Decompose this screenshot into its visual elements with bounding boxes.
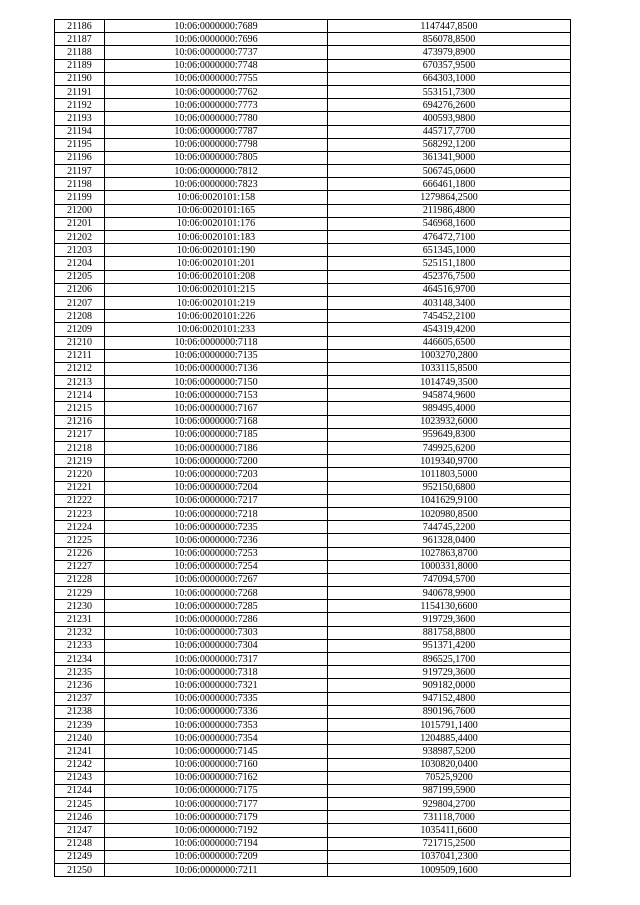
row-number-cell: 21225	[55, 534, 105, 547]
cadastral-number-cell: 10:06:0000000:7353	[105, 718, 328, 731]
table-row	[55, 46, 571, 59]
table-row	[55, 59, 571, 72]
table-row	[55, 547, 571, 560]
row-number-cell: 21221	[55, 481, 105, 494]
value-cell: 1027863,8700	[328, 547, 571, 560]
cadastral-number-cell: 10:06:0000000:7755	[105, 72, 328, 85]
row-number-cell: 21231	[55, 613, 105, 626]
value-cell: 959649,8300	[328, 428, 571, 441]
value-cell: 940678,9900	[328, 587, 571, 600]
value-cell: 211986,4800	[328, 204, 571, 217]
value-cell: 525151,1800	[328, 257, 571, 270]
table-row	[55, 349, 571, 362]
cadastral-number-cell: 10:06:0020101:158	[105, 191, 328, 204]
table-row	[55, 560, 571, 573]
table-row	[55, 507, 571, 520]
cadastral-number-cell: 10:06:0000000:7203	[105, 468, 328, 481]
table-row	[55, 758, 571, 771]
table-row	[55, 296, 571, 309]
cadastral-number-cell: 10:06:0000000:7253	[105, 547, 328, 560]
cadastral-number-cell: 10:06:0000000:7321	[105, 679, 328, 692]
table-row	[55, 112, 571, 125]
table-row	[55, 125, 571, 138]
value-cell: 919729,3600	[328, 666, 571, 679]
value-cell: 896525,1700	[328, 653, 571, 666]
table-row	[55, 653, 571, 666]
table-row	[55, 336, 571, 349]
table-row	[55, 837, 571, 850]
cadastral-number-cell: 10:06:0000000:7194	[105, 837, 328, 850]
cadastral-number-cell: 10:06:0020101:208	[105, 270, 328, 283]
table-row	[55, 811, 571, 824]
row-number-cell: 21198	[55, 178, 105, 191]
value-cell: 694276,2600	[328, 99, 571, 112]
cadastral-number-cell: 10:06:0000000:7798	[105, 138, 328, 151]
row-number-cell: 21241	[55, 745, 105, 758]
cadastral-number-cell: 10:06:0000000:7175	[105, 784, 328, 797]
cadastral-number-cell: 10:06:0000000:7267	[105, 573, 328, 586]
cadastral-number-cell: 10:06:0000000:7145	[105, 745, 328, 758]
cadastral-number-cell: 10:06:0000000:7136	[105, 362, 328, 375]
table-row	[55, 679, 571, 692]
row-number-cell: 21217	[55, 428, 105, 441]
row-number-cell: 21224	[55, 521, 105, 534]
cadastral-number-cell: 10:06:0000000:7162	[105, 771, 328, 784]
row-number-cell: 21246	[55, 811, 105, 824]
cadastral-number-cell: 10:06:0000000:7689	[105, 20, 328, 33]
value-cell: 1011803,5000	[328, 468, 571, 481]
row-number-cell: 21229	[55, 587, 105, 600]
value-cell: 1037041,2300	[328, 850, 571, 863]
row-number-cell: 21207	[55, 296, 105, 309]
table-row	[55, 573, 571, 586]
row-number-cell: 21213	[55, 376, 105, 389]
table-row	[55, 521, 571, 534]
table-row	[55, 33, 571, 46]
value-cell: 929804,2700	[328, 798, 571, 811]
row-number-cell: 21208	[55, 310, 105, 323]
table-row	[55, 310, 571, 323]
value-cell: 721715,2500	[328, 837, 571, 850]
value-cell: 938987,5200	[328, 745, 571, 758]
value-cell: 747094,5700	[328, 573, 571, 586]
cadastral-number-cell: 10:06:0000000:7805	[105, 151, 328, 164]
row-number-cell: 21232	[55, 626, 105, 639]
cadastral-number-cell: 10:06:0000000:7318	[105, 666, 328, 679]
cadastral-number-cell: 10:06:0000000:7209	[105, 850, 328, 863]
value-cell: 881758,8800	[328, 626, 571, 639]
cadastral-number-cell: 10:06:0000000:7135	[105, 349, 328, 362]
table-row	[55, 718, 571, 731]
table-row	[55, 204, 571, 217]
row-number-cell: 21248	[55, 837, 105, 850]
cadastral-number-cell: 10:06:0000000:7211	[105, 864, 328, 877]
value-cell: 745452,2100	[328, 310, 571, 323]
cadastral-number-cell: 10:06:0000000:7177	[105, 798, 328, 811]
row-number-cell: 21220	[55, 468, 105, 481]
cadastral-number-cell: 10:06:0000000:7748	[105, 59, 328, 72]
row-number-cell: 21204	[55, 257, 105, 270]
table-row	[55, 191, 571, 204]
value-cell: 651345,1000	[328, 244, 571, 257]
row-number-cell: 21234	[55, 653, 105, 666]
row-number-cell: 21201	[55, 217, 105, 230]
cadastral-number-cell: 10:06:0020101:215	[105, 283, 328, 296]
cadastral-number-cell: 10:06:0000000:7167	[105, 402, 328, 415]
value-cell: 1020980,8500	[328, 507, 571, 520]
table-row	[55, 824, 571, 837]
cadastral-number-cell: 10:06:0000000:7335	[105, 692, 328, 705]
table-row	[55, 732, 571, 745]
cadastral-number-cell: 10:06:0000000:7773	[105, 99, 328, 112]
cadastral-number-cell: 10:06:0000000:7317	[105, 653, 328, 666]
table-row	[55, 323, 571, 336]
cadastral-number-cell: 10:06:0000000:7787	[105, 125, 328, 138]
row-number-cell: 21193	[55, 112, 105, 125]
cadastral-number-cell: 10:06:0020101:190	[105, 244, 328, 257]
cadastral-number-cell: 10:06:0000000:7285	[105, 600, 328, 613]
table-row	[55, 481, 571, 494]
row-number-cell: 21245	[55, 798, 105, 811]
row-number-cell: 21216	[55, 415, 105, 428]
row-number-cell: 21192	[55, 99, 105, 112]
cadastral-number-cell: 10:06:0020101:219	[105, 296, 328, 309]
table-row	[55, 178, 571, 191]
table-row	[55, 151, 571, 164]
cadastral-number-cell: 10:06:0020101:183	[105, 231, 328, 244]
value-cell: 1023932,6000	[328, 415, 571, 428]
cadastral-number-cell: 10:06:0000000:7218	[105, 507, 328, 520]
row-number-cell: 21227	[55, 560, 105, 573]
value-cell: 1009509,1600	[328, 864, 571, 877]
cadastral-number-cell: 10:06:0000000:7186	[105, 442, 328, 455]
row-number-cell: 21237	[55, 692, 105, 705]
table-row	[55, 428, 571, 441]
cadastral-number-cell: 10:06:0000000:7160	[105, 758, 328, 771]
cadastral-number-cell: 10:06:0000000:7823	[105, 178, 328, 191]
value-cell: 961328,0400	[328, 534, 571, 547]
value-cell: 890196,7600	[328, 705, 571, 718]
cadastral-number-cell: 10:06:0000000:7354	[105, 732, 328, 745]
value-cell: 664303,1000	[328, 72, 571, 85]
value-cell: 987199,5900	[328, 784, 571, 797]
row-number-cell: 21249	[55, 850, 105, 863]
value-cell: 553151,7300	[328, 85, 571, 98]
row-number-cell: 21205	[55, 270, 105, 283]
value-cell: 1035411,6600	[328, 824, 571, 837]
cadastral-number-cell: 10:06:0000000:7254	[105, 560, 328, 573]
row-number-cell: 21244	[55, 784, 105, 797]
value-cell: 452376,7500	[328, 270, 571, 283]
value-cell: 446605,6500	[328, 336, 571, 349]
table-row	[55, 270, 571, 283]
row-number-cell: 21250	[55, 864, 105, 877]
row-number-cell: 21243	[55, 771, 105, 784]
value-cell: 749925,6200	[328, 442, 571, 455]
value-cell: 1015791,1400	[328, 718, 571, 731]
table-row	[55, 415, 571, 428]
value-cell: 1030820,0400	[328, 758, 571, 771]
cadastral-number-cell: 10:06:0000000:7235	[105, 521, 328, 534]
table-row	[55, 692, 571, 705]
row-number-cell: 21238	[55, 705, 105, 718]
value-cell: 670357,9500	[328, 59, 571, 72]
row-number-cell: 21202	[55, 231, 105, 244]
cadastral-number-cell: 10:06:0020101:165	[105, 204, 328, 217]
cadastral-number-cell: 10:06:0000000:7150	[105, 376, 328, 389]
table-row	[55, 494, 571, 507]
table-row	[55, 850, 571, 863]
value-cell: 856078,8500	[328, 33, 571, 46]
value-cell: 1279864,2500	[328, 191, 571, 204]
cadastral-number-cell: 10:06:0020101:201	[105, 257, 328, 270]
row-number-cell: 21200	[55, 204, 105, 217]
row-number-cell: 21194	[55, 125, 105, 138]
row-number-cell: 21218	[55, 442, 105, 455]
table-row	[55, 705, 571, 718]
value-cell: 445717,7700	[328, 125, 571, 138]
row-number-cell: 21247	[55, 824, 105, 837]
value-cell: 909182,0000	[328, 679, 571, 692]
cadastral-number-cell: 10:06:0000000:7179	[105, 811, 328, 824]
cadastral-number-cell: 10:06:0000000:7118	[105, 336, 328, 349]
table-row	[55, 389, 571, 402]
row-number-cell: 21210	[55, 336, 105, 349]
value-cell: 464516,9700	[328, 283, 571, 296]
table-row	[55, 283, 571, 296]
table-row	[55, 798, 571, 811]
table-row	[55, 666, 571, 679]
row-number-cell: 21199	[55, 191, 105, 204]
value-cell: 1204885,4400	[328, 732, 571, 745]
cadastral-number-cell: 10:06:0000000:7737	[105, 46, 328, 59]
row-number-cell: 21226	[55, 547, 105, 560]
row-number-cell: 21206	[55, 283, 105, 296]
value-cell: 731118,7000	[328, 811, 571, 824]
row-number-cell: 21240	[55, 732, 105, 745]
table-row	[55, 362, 571, 375]
value-cell: 400593,9800	[328, 112, 571, 125]
cadastral-number-cell: 10:06:0000000:7168	[105, 415, 328, 428]
table-row	[55, 613, 571, 626]
table-row	[55, 165, 571, 178]
table-body	[55, 20, 571, 877]
cadastral-number-cell: 10:06:0000000:7696	[105, 33, 328, 46]
cadastral-number-cell: 10:06:0000000:7303	[105, 626, 328, 639]
row-number-cell: 21189	[55, 59, 105, 72]
cadastral-number-cell: 10:06:0000000:7185	[105, 428, 328, 441]
row-number-cell: 21236	[55, 679, 105, 692]
row-number-cell: 21195	[55, 138, 105, 151]
table-row	[55, 639, 571, 652]
row-number-cell: 21242	[55, 758, 105, 771]
row-number-cell: 21235	[55, 666, 105, 679]
table-row	[55, 20, 571, 33]
cadastral-number-cell: 10:06:0000000:7217	[105, 494, 328, 507]
cadastral-number-cell: 10:06:0000000:7286	[105, 613, 328, 626]
row-number-cell: 21203	[55, 244, 105, 257]
table-row	[55, 468, 571, 481]
table-row	[55, 784, 571, 797]
row-number-cell: 21209	[55, 323, 105, 336]
row-number-cell: 21190	[55, 72, 105, 85]
value-cell: 476472,7100	[328, 231, 571, 244]
value-cell: 1033115,8500	[328, 362, 571, 375]
value-cell: 1154130,6600	[328, 600, 571, 613]
row-number-cell: 21196	[55, 151, 105, 164]
cadastral-value-table	[54, 19, 571, 877]
value-cell: 666461,1800	[328, 178, 571, 191]
cadastral-number-cell: 10:06:0020101:226	[105, 310, 328, 323]
value-cell: 454319,4200	[328, 323, 571, 336]
value-cell: 361341,9000	[328, 151, 571, 164]
value-cell: 506745,0600	[328, 165, 571, 178]
value-cell: 568292,1200	[328, 138, 571, 151]
row-number-cell: 21222	[55, 494, 105, 507]
row-number-cell: 21228	[55, 573, 105, 586]
value-cell: 1041629,9100	[328, 494, 571, 507]
table-row	[55, 376, 571, 389]
row-number-cell: 21230	[55, 600, 105, 613]
table-row	[55, 455, 571, 468]
value-cell: 1019340,9700	[328, 455, 571, 468]
row-number-cell: 21191	[55, 85, 105, 98]
table-row	[55, 85, 571, 98]
value-cell: 403148,3400	[328, 296, 571, 309]
value-cell: 947152,4800	[328, 692, 571, 705]
row-number-cell: 21211	[55, 349, 105, 362]
cadastral-number-cell: 10:06:0000000:7762	[105, 85, 328, 98]
cadastral-number-cell: 10:06:0020101:233	[105, 323, 328, 336]
table-row	[55, 864, 571, 877]
value-cell: 1014749,3500	[328, 376, 571, 389]
table-row	[55, 442, 571, 455]
value-cell: 546968,1600	[328, 217, 571, 230]
table-row	[55, 745, 571, 758]
value-cell: 744745,2200	[328, 521, 571, 534]
value-cell: 951371,4200	[328, 639, 571, 652]
table-row	[55, 231, 571, 244]
row-number-cell: 21219	[55, 455, 105, 468]
cadastral-number-cell: 10:06:0000000:7780	[105, 112, 328, 125]
cadastral-number-cell: 10:06:0000000:7304	[105, 639, 328, 652]
row-number-cell: 21212	[55, 362, 105, 375]
value-cell: 473979,8900	[328, 46, 571, 59]
cadastral-number-cell: 10:06:0000000:7236	[105, 534, 328, 547]
value-cell: 1003270,2800	[328, 349, 571, 362]
cadastral-number-cell: 10:06:0000000:7192	[105, 824, 328, 837]
table-row	[55, 771, 571, 784]
cadastral-number-cell: 10:06:0000000:7200	[105, 455, 328, 468]
cadastral-number-cell: 10:06:0020101:176	[105, 217, 328, 230]
table-row	[55, 626, 571, 639]
table-row	[55, 600, 571, 613]
table-row	[55, 217, 571, 230]
row-number-cell: 21223	[55, 507, 105, 520]
value-cell: 945874,9600	[328, 389, 571, 402]
cadastral-number-cell: 10:06:0000000:7204	[105, 481, 328, 494]
row-number-cell: 21233	[55, 639, 105, 652]
cadastral-number-cell: 10:06:0000000:7153	[105, 389, 328, 402]
value-cell: 1000331,8000	[328, 560, 571, 573]
value-cell: 989495,4000	[328, 402, 571, 415]
value-cell: 1147447,8500	[328, 20, 571, 33]
cadastral-number-cell: 10:06:0000000:7268	[105, 587, 328, 600]
cadastral-number-cell: 10:06:0000000:7336	[105, 705, 328, 718]
row-number-cell: 21239	[55, 718, 105, 731]
table-row	[55, 72, 571, 85]
row-number-cell: 21186	[55, 20, 105, 33]
table-row	[55, 534, 571, 547]
table-row	[55, 244, 571, 257]
value-cell: 70525,9200	[328, 771, 571, 784]
table-row	[55, 257, 571, 270]
table-row	[55, 99, 571, 112]
value-cell: 952150,6800	[328, 481, 571, 494]
table-row	[55, 587, 571, 600]
value-cell: 919729,3600	[328, 613, 571, 626]
row-number-cell: 21187	[55, 33, 105, 46]
row-number-cell: 21197	[55, 165, 105, 178]
cadastral-number-cell: 10:06:0000000:7812	[105, 165, 328, 178]
row-number-cell: 21214	[55, 389, 105, 402]
row-number-cell: 21215	[55, 402, 105, 415]
table-row	[55, 138, 571, 151]
row-number-cell: 21188	[55, 46, 105, 59]
table-row	[55, 402, 571, 415]
